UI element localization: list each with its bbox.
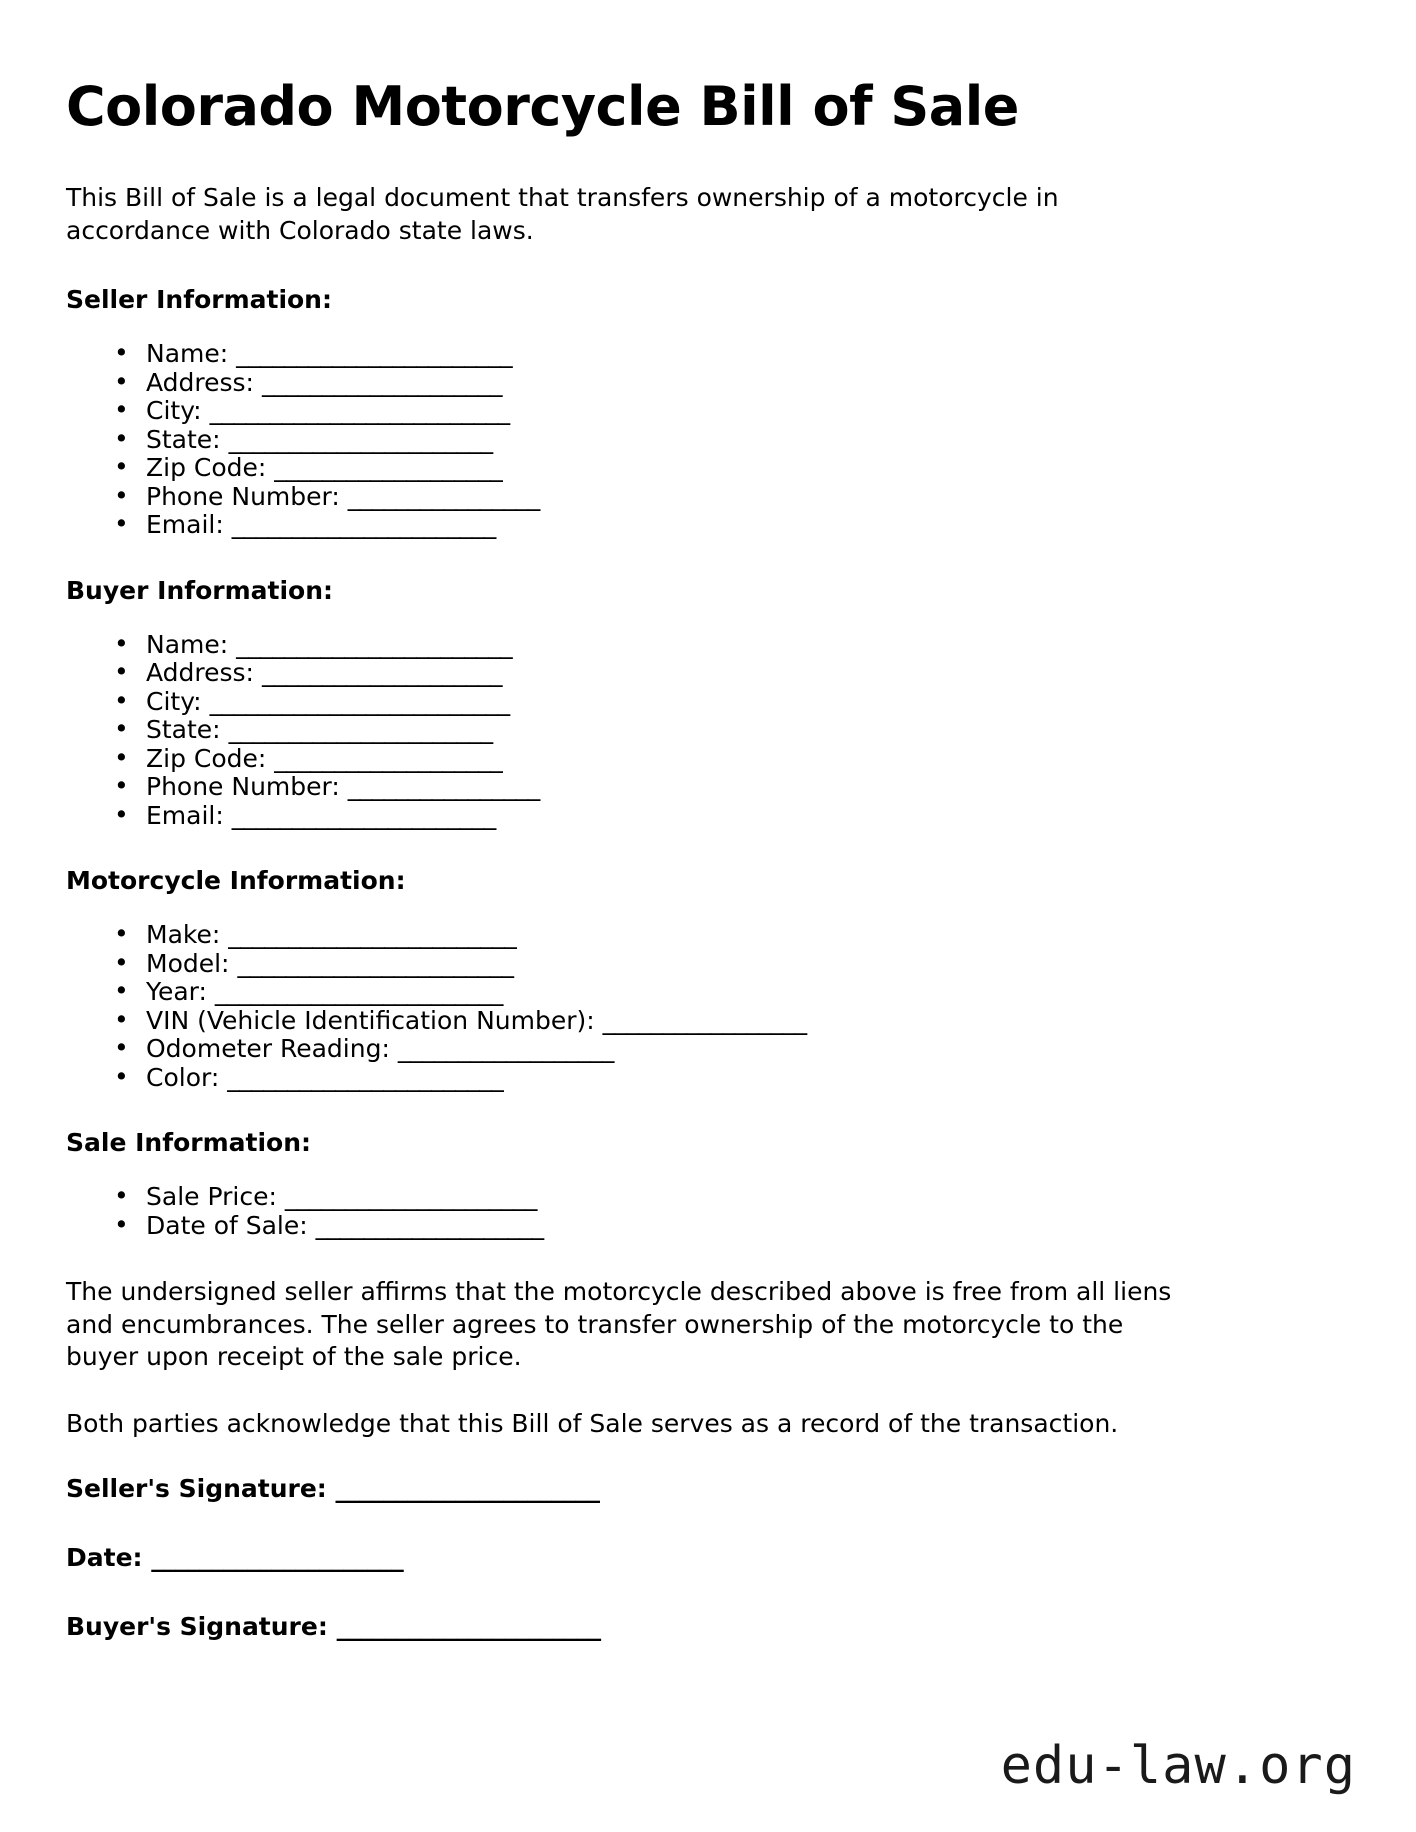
field-blank[interactable]: ________________________ xyxy=(214,977,503,1007)
field-blank[interactable]: _____________________ xyxy=(284,1182,537,1212)
list-item xyxy=(114,511,1350,540)
motorcycle-information-heading: Motorcycle Information: xyxy=(66,866,406,896)
list-item xyxy=(114,631,1350,660)
affirmation-paragraph: The undersigned seller affirms that the motorcycle described above is free from all liens and encumbrances. The seller agrees to transfer ownership of the motorcycle to the buyer upon receipt of the sale price. xyxy=(66,1277,1172,1372)
list-item xyxy=(114,773,1350,802)
field-label: Color: xyxy=(146,1062,220,1092)
list-item xyxy=(114,978,1350,1007)
field-label: City: xyxy=(146,396,202,426)
field-blank[interactable]: _________________ xyxy=(602,1005,807,1035)
seller-signature-row xyxy=(66,1474,1350,1503)
field-blank[interactable]: ___________________ xyxy=(315,1210,544,1240)
acknowledgement-paragraph: Both parties acknowledge that this Bill of Sale serves as a record of the transaction. xyxy=(66,1408,1119,1438)
seller-field-list xyxy=(66,340,1350,540)
site-watermark: edu-law.org xyxy=(1000,1736,1356,1796)
seller-date-row xyxy=(66,1543,1350,1572)
buyer-signature-row xyxy=(66,1612,1350,1641)
buyer-field-list xyxy=(66,631,1350,831)
field-label: Name: xyxy=(146,339,229,369)
field-label: Phone Number: xyxy=(146,772,340,802)
field-blank[interactable]: ________________ xyxy=(347,481,540,511)
field-blank[interactable]: ______________________ xyxy=(231,800,496,830)
list-item xyxy=(114,659,1350,688)
list-item xyxy=(114,483,1350,512)
list-item xyxy=(114,369,1350,398)
motorcycle-field-list xyxy=(66,921,1350,1092)
field-label: VIN (Vehicle Identification Number): xyxy=(146,1005,595,1035)
field-label: Email: xyxy=(146,800,224,830)
list-item xyxy=(114,802,1350,831)
field-blank[interactable]: ____________________ xyxy=(261,658,502,688)
field-label: Sale Price: xyxy=(146,1182,277,1212)
field-label: Odometer Reading: xyxy=(146,1034,390,1064)
field-label: Name: xyxy=(146,629,229,659)
field-blank[interactable]: ________________________ xyxy=(228,920,517,950)
list-item xyxy=(114,397,1350,426)
field-blank[interactable]: _______________________ xyxy=(227,1062,504,1092)
buyer-signature-blank[interactable]: ______________________ xyxy=(336,1612,601,1642)
sale-field-list xyxy=(66,1183,1350,1240)
field-blank[interactable]: _________________________ xyxy=(209,686,510,716)
list-item xyxy=(114,950,1350,979)
field-blank[interactable]: ___________________ xyxy=(274,743,503,773)
buyer-information-heading: Buyer Information: xyxy=(66,575,334,605)
field-label: City: xyxy=(146,686,202,716)
seller-signature-blank[interactable]: ______________________ xyxy=(335,1474,600,1504)
field-blank[interactable]: _______________________ xyxy=(236,629,513,659)
list-item xyxy=(114,921,1350,950)
field-blank[interactable]: ______________________ xyxy=(228,715,493,745)
list-item xyxy=(114,1183,1350,1212)
field-blank[interactable]: ________________ xyxy=(347,772,540,802)
seller-signature-label: Seller's Signature: xyxy=(66,1474,327,1504)
field-label: Zip Code: xyxy=(146,453,267,483)
field-label: Phone Number: xyxy=(146,481,340,511)
list-item xyxy=(114,1007,1350,1036)
field-label: Date of Sale: xyxy=(146,1210,308,1240)
field-label: Zip Code: xyxy=(146,743,267,773)
field-label: State: xyxy=(146,424,221,454)
list-item xyxy=(114,688,1350,717)
list-item xyxy=(114,1064,1350,1093)
field-label: Address: xyxy=(146,367,254,397)
sale-information-heading: Sale Information: xyxy=(66,1128,311,1158)
field-label: State: xyxy=(146,715,221,745)
list-item xyxy=(114,454,1350,483)
list-item xyxy=(114,1212,1350,1241)
field-blank[interactable]: ____________________ xyxy=(261,367,502,397)
field-blank[interactable]: ______________________ xyxy=(231,510,496,540)
list-item xyxy=(114,1035,1350,1064)
field-blank[interactable]: _______________________ xyxy=(236,339,513,369)
date-blank[interactable]: _____________________ xyxy=(151,1543,404,1573)
list-item xyxy=(114,745,1350,774)
field-label: Make: xyxy=(146,920,221,950)
field-blank[interactable]: __________________ xyxy=(397,1034,614,1064)
field-blank[interactable]: ______________________ xyxy=(228,424,493,454)
date-label: Date: xyxy=(66,1543,143,1573)
seller-information-heading: Seller Information: xyxy=(66,285,332,315)
field-blank[interactable]: ___________________ xyxy=(274,453,503,483)
list-item xyxy=(114,426,1350,455)
buyer-signature-label: Buyer's Signature: xyxy=(66,1612,328,1642)
field-blank[interactable]: _________________________ xyxy=(209,396,510,426)
page-title: Colorado Motorcycle Bill of Sale xyxy=(66,75,1019,138)
list-item xyxy=(114,340,1350,369)
field-label: Model: xyxy=(146,948,230,978)
intro-paragraph: This Bill of Sale is a legal document that transfers ownership of a motorcycle in accordance with Colorado state laws. xyxy=(66,183,1059,245)
field-label: Email: xyxy=(146,510,224,540)
field-label: Year: xyxy=(146,977,207,1007)
field-blank[interactable]: _______________________ xyxy=(237,948,514,978)
field-label: Address: xyxy=(146,658,254,688)
list-item xyxy=(114,716,1350,745)
